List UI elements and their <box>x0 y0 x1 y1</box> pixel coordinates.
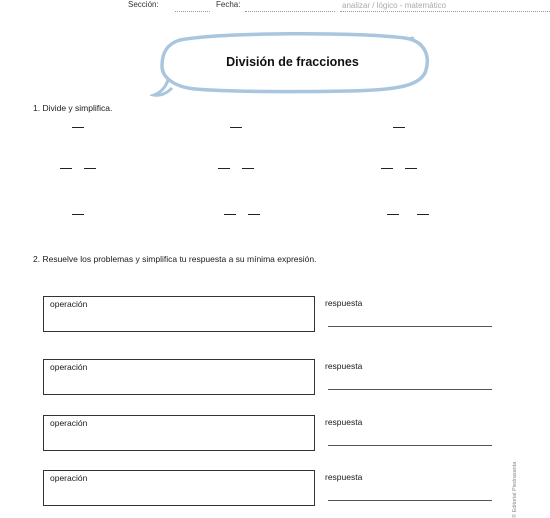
subject-tag: analizar / lógico - matemático <box>342 1 447 10</box>
fraction-bar <box>387 214 399 215</box>
fraction-bar <box>242 168 254 169</box>
fraction <box>230 124 242 131</box>
fraction-bar <box>224 214 236 215</box>
fraction <box>72 124 84 131</box>
exercise-expression <box>381 211 429 218</box>
fraction-bar <box>230 127 242 128</box>
seccion-label: Sección: <box>128 0 159 9</box>
section1-prompt: 1. Divide y simplifica. <box>33 103 113 113</box>
answer-line <box>328 389 492 390</box>
answer-line <box>328 326 492 327</box>
exercise-expression <box>218 211 260 218</box>
seccion-rule <box>175 11 210 12</box>
exercise-expression <box>218 165 254 172</box>
fraction-bar <box>84 168 96 169</box>
fraction <box>60 165 72 172</box>
exercise-expression <box>60 124 84 131</box>
fraction <box>417 211 429 218</box>
exercise-expression <box>60 211 84 218</box>
fraction-bar <box>417 214 429 215</box>
fraction <box>387 211 399 218</box>
fraction <box>393 124 405 131</box>
fraction-bar <box>248 214 260 215</box>
fraction <box>381 165 393 172</box>
answer-label: respuesta <box>325 472 363 482</box>
operation-box <box>43 470 315 506</box>
operation-label: operación <box>50 473 88 483</box>
answer-line <box>328 500 492 501</box>
fraction <box>72 211 84 218</box>
fraction <box>218 165 230 172</box>
fraction-bar <box>381 168 393 169</box>
fecha-label: Fecha: <box>216 0 241 9</box>
exercise-expression <box>60 165 96 172</box>
answer-line <box>328 445 492 446</box>
fraction <box>224 211 236 218</box>
answer-label: respuesta <box>325 361 363 371</box>
operation-label: operación <box>50 299 88 309</box>
fraction <box>248 211 260 218</box>
page-title: División de fracciones <box>226 55 359 69</box>
operation-box <box>43 359 315 395</box>
fraction-bar <box>60 168 72 169</box>
fecha-rule <box>245 11 335 12</box>
copyright-text: © Editorial Piedrasanta <box>512 461 518 518</box>
fraction-bar <box>218 168 230 169</box>
answer-label: respuesta <box>325 298 363 308</box>
subject-rule <box>340 11 550 12</box>
fraction <box>242 165 254 172</box>
section2-prompt: 2. Resuelve los problemas y simplifica tu respuesta a su mínima expresión. <box>33 254 317 264</box>
fraction-bar <box>393 127 405 128</box>
operation-box <box>43 415 315 451</box>
exercise-expression <box>381 124 405 131</box>
operation-label: operación <box>50 362 88 372</box>
fraction-bar <box>72 127 84 128</box>
exercise-expression <box>218 124 242 131</box>
operation-box <box>43 296 315 332</box>
exercise-expression <box>381 165 417 172</box>
answer-label: respuesta <box>325 417 363 427</box>
fraction-bar <box>405 168 417 169</box>
fraction-bar <box>72 214 84 215</box>
operation-label: operación <box>50 418 88 428</box>
fraction <box>405 165 417 172</box>
fraction <box>84 165 96 172</box>
